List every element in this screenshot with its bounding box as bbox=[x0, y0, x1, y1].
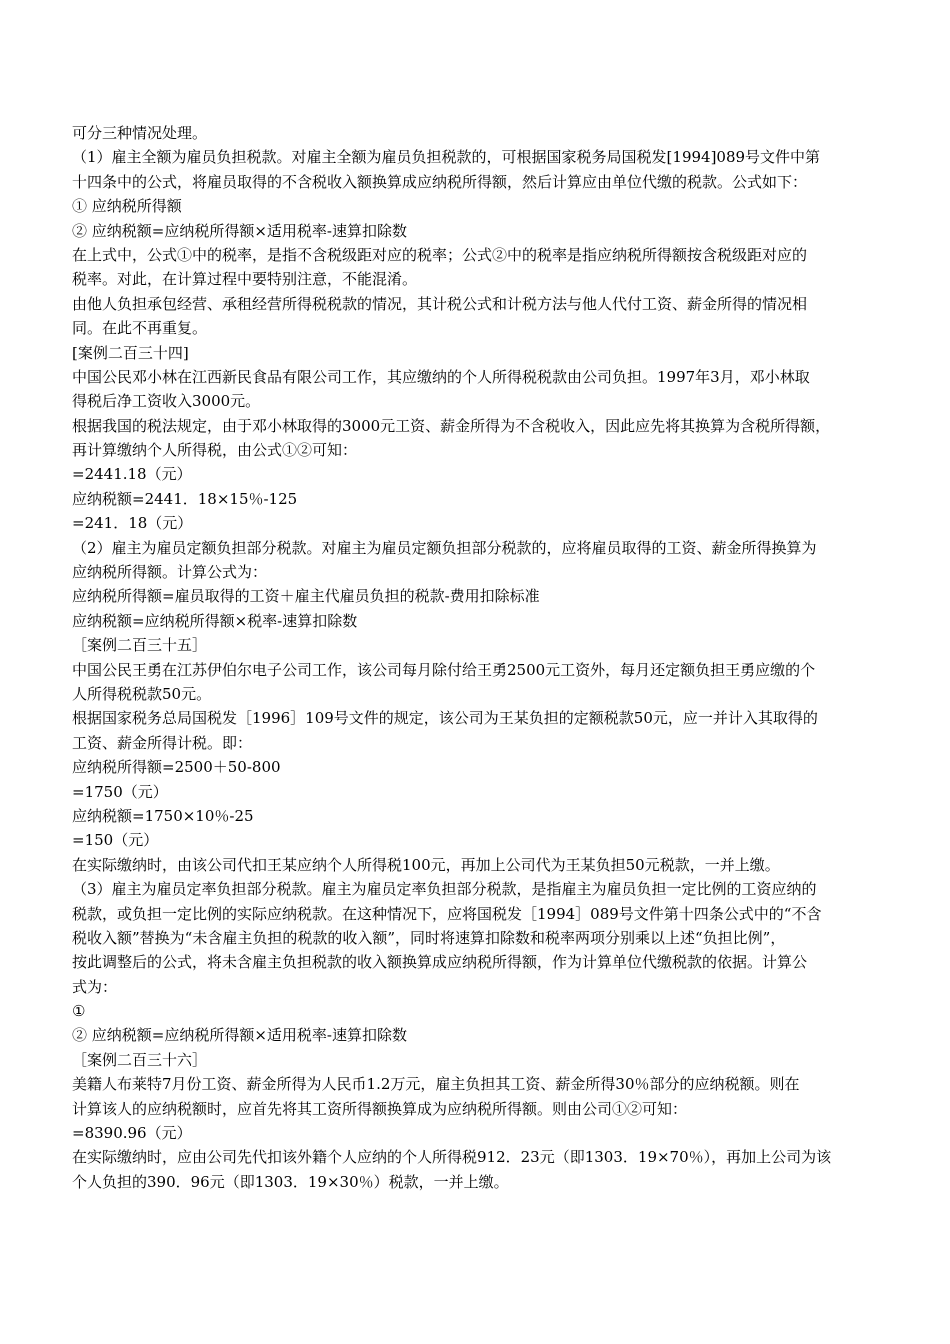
text-line: 人所得税税款50元。 bbox=[72, 684, 212, 703]
text-line: 税收入额”替换为“未含雇主负担的税款的收入额”，同时将速算扣除数和税率两项分别乘以上述“负担比例”， bbox=[72, 928, 786, 947]
text-line: 由他人负担承包经营、承租经营所得税税款的情况，其计税公式和计税方法与他人代付工资、薪金所得的情况相 bbox=[72, 294, 808, 313]
text-line: 个人负担的390．96元（即1303．19×30％）税款，一并上缴。 bbox=[72, 1172, 509, 1191]
text-line: 同。在此不再重复。 bbox=[72, 319, 208, 338]
text-line: 应纳税额=1750×10％-25 bbox=[72, 806, 254, 825]
document-body bbox=[72, 121, 912, 1194]
text-line: 在实际缴纳时，应由公司先代扣该外籍个人应纳的个人所得税912．23元（即1303．19×70％），再加上公司为该 bbox=[72, 1148, 832, 1167]
text-line: 十四条中的公式，将雇员取得的不含税收入额换算成应纳税所得额，然后计算应由单位代缴的税款。公式如下： bbox=[72, 172, 808, 191]
text-line: =241．18（元） bbox=[72, 514, 193, 533]
text-line: ② 应纳税额=应纳税所得额×适用税率-速算扣除数 bbox=[72, 221, 407, 240]
text-line: 中国公民邓小林在江西新民食品有限公司工作，其应缴纳的个人所得税税款由公司负担。1997年3月，邓小林取 bbox=[72, 367, 810, 386]
text-line: =150（元） bbox=[72, 831, 159, 850]
text-line: =8390.96（元） bbox=[72, 1124, 192, 1143]
text-line: ① 应纳税所得额 bbox=[72, 197, 182, 216]
text-line: [案例二百三十四] bbox=[72, 343, 189, 362]
text-line: =1750（元） bbox=[72, 782, 168, 801]
text-line: 应纳税所得额=雇员取得的工资＋雇主代雇员负担的税款-费用扣除标准 bbox=[72, 587, 540, 606]
text-line: （1）雇主全额为雇员负担税款。对雇主全额为雇员负担税款的，可根据国家税务局国税发[1994]089号文件中第 bbox=[72, 148, 821, 167]
text-line: 工资、薪金所得计税。即： bbox=[72, 733, 253, 752]
text-line: 美籍人布莱特7月份工资、薪金所得为人民币1.2万元，雇主负担其工资、薪金所得30％部分的应纳税额。则在 bbox=[72, 1075, 800, 1094]
text-line: 应纳税所得额=2500＋50-800 bbox=[72, 758, 281, 777]
text-line: 根据我国的税法规定，由于邓小林取得的3000元工资、薪金所得为不含税收入，因此应先将其换算为含税所得额， bbox=[72, 416, 831, 435]
text-line: ［案例二百三十六］ bbox=[72, 1050, 208, 1069]
text-line: ① bbox=[72, 1002, 86, 1021]
text-line: 可分三种情况处理。 bbox=[72, 124, 208, 142]
text-line: （3）雇主为雇员定率负担部分税款。雇主为雇员定率负担部分税款，是指雇主为雇员负担一定比例的工资应纳的 bbox=[72, 880, 817, 899]
text-line: 应纳税所得额。计算公式为： bbox=[72, 563, 268, 582]
text-line: 税率。对此，在计算过程中要特别注意，不能混淆。 bbox=[72, 270, 418, 289]
text-line: 再计算缴纳个人所得税，由公式①②可知： bbox=[72, 441, 358, 460]
text-line: 税款，或负担一定比例的实际应纳税款。在这种情况下，应将国税发［1994］089号文件第十四条公式中的“不含 bbox=[72, 904, 822, 923]
text-line: =2441.18（元） bbox=[72, 465, 192, 484]
text-line: 根据国家税务总局国税发［1996］109号文件的规定，该公司为王某负担的定额税款50元，应一并计入其取得的 bbox=[72, 709, 818, 728]
text-line: 应纳税额=应纳税所得额×税率-速算扣除数 bbox=[72, 611, 358, 630]
text-line: 按此调整后的公式，将未含雇主负担税款的收入额换算成应纳税所得额，作为计算单位代缴税款的依据。计算公 bbox=[72, 953, 808, 972]
text-line: ② 应纳税额=应纳税所得额×适用税率-速算扣除数 bbox=[72, 1026, 407, 1045]
text-line: （2）雇主为雇员定额负担部分税款。对雇主为雇员定额负担部分税款的，应将雇员取得的工资、薪金所得换算为 bbox=[72, 538, 817, 557]
text-line: 计算该人的应纳税额时，应首先将其工资所得额换算成为应纳税所得额。则由公司①②可知： bbox=[72, 1099, 688, 1118]
text-line: ［案例二百三十五］ bbox=[72, 636, 208, 655]
text-line: 式为： bbox=[72, 977, 118, 996]
text-line: 在上式中，公式①中的税率，是指不含税级距对应的税率；公式②中的税率是指应纳税所得额按含税级距对应的 bbox=[72, 245, 808, 264]
text-line: 在实际缴纳时，由该公司代扣王某应纳个人所得税100元，再加上公司代为王某负担50元税款，一并上缴。 bbox=[72, 855, 780, 874]
text-line: 得税后净工资收入3000元。 bbox=[72, 392, 261, 411]
text-line: 中国公民王勇在江苏伊伯尔电子公司工作，该公司每月除付给王勇2500元工资外，每月还定额负担王勇应缴的个 bbox=[72, 660, 816, 679]
text-line: 应纳税额=2441．18×15％-125 bbox=[72, 489, 298, 508]
